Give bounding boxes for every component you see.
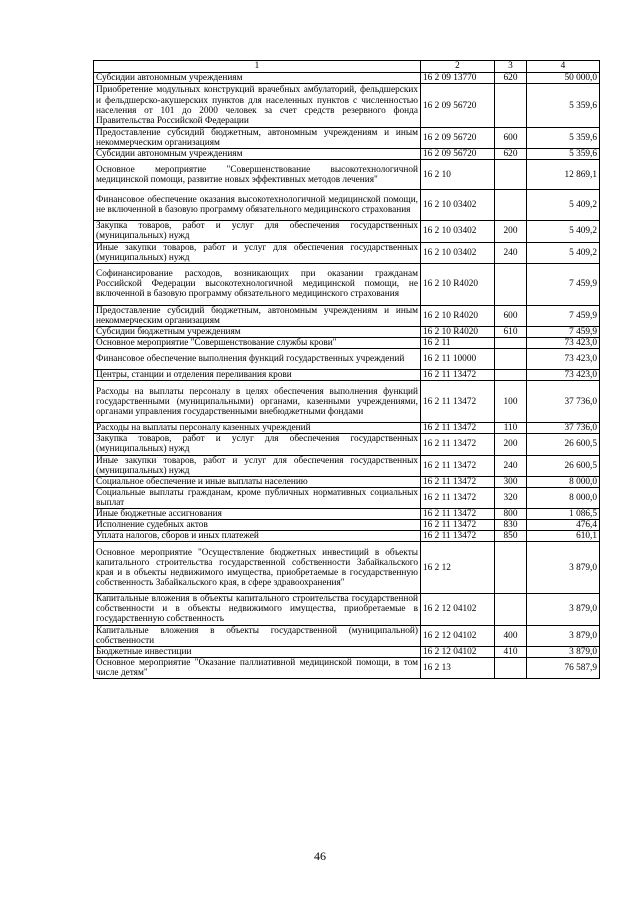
table-row	[94, 381, 600, 423]
row-code-cell: 16 2 13	[421, 657, 495, 678]
row-sum-cell: 1 086,5	[527, 508, 600, 519]
table-row	[94, 542, 600, 594]
row-name-cell: Расходы на выплаты персоналу в целях обеспечения выполнения функций государственными (муниципальными) органами, казенными учреждениями, органами управления государственными внебюджетными фондами	[94, 381, 421, 423]
table-row	[94, 455, 600, 476]
row-type-cell: 800	[495, 508, 527, 519]
table-row	[94, 160, 600, 190]
table-row	[94, 434, 600, 455]
row-type-cell	[495, 263, 527, 305]
table-row	[94, 73, 600, 84]
row-sum-cell: 610,1	[527, 531, 600, 542]
row-name-cell: Предоставление субсидий бюджетным, автономным учреждениям и иным некоммерческим организациям	[94, 305, 421, 326]
row-code-cell: 16 2 11	[421, 338, 495, 349]
row-type-cell: 320	[495, 487, 527, 508]
row-sum-cell: 76 587,9	[527, 657, 600, 678]
row-code-cell: 16 2 11 13472	[421, 434, 495, 455]
row-code-cell: 16 2 10 R4020	[421, 263, 495, 305]
row-code-cell: 16 2 10	[421, 160, 495, 190]
row-name-cell: Иные закупки товаров, работ и услуг для обеспечения государственных (муниципальных) нужд	[94, 242, 421, 263]
row-type-cell: 830	[495, 520, 527, 531]
row-name-cell: Субсидии автономным учреждениям	[94, 149, 421, 160]
row-code-cell: 16 2 10 03402	[421, 221, 495, 242]
row-sum-cell: 5 409,2	[527, 221, 600, 242]
row-type-cell	[495, 160, 527, 190]
row-code-cell: 16 2 10 R4020	[421, 326, 495, 337]
row-sum-cell: 8 000,0	[527, 487, 600, 508]
row-sum-cell: 50 000,0	[527, 73, 600, 84]
header-cell-4: 4	[527, 61, 600, 73]
row-name-cell: Иные бюджетные ассигнования	[94, 508, 421, 519]
row-type-cell: 110	[495, 423, 527, 434]
row-type-cell: 400	[495, 625, 527, 646]
row-code-cell: 16 2 11 13472	[421, 423, 495, 434]
table-row	[94, 84, 600, 128]
table-row	[94, 149, 600, 160]
row-type-cell: 620	[495, 149, 527, 160]
row-name-cell: Закупка товаров, работ и услуг для обеспечения государственных (муниципальных) нужд	[94, 434, 421, 455]
row-type-cell: 200	[495, 221, 527, 242]
row-sum-cell: 5 409,2	[527, 242, 600, 263]
table-row	[94, 625, 600, 646]
table-row	[94, 508, 600, 519]
row-name-cell: Капитальные вложения в объекты капитального строительства государственной собственности и в объекты недвижимого имущества, приобретаемые в государственную собственность	[94, 594, 421, 625]
table-body	[94, 73, 600, 679]
row-name-cell: Приобретение модульных конструкций врачебных амбулаторий, фельдшерских и фельдшерско-акушерских пунктов для населенных пунктов с численностью населения от 101 до 2000 человек за счет средств резервного фонда Правительства Российской Федерации	[94, 84, 421, 128]
row-sum-cell: 12 869,1	[527, 160, 600, 190]
budget-table	[93, 60, 600, 679]
row-sum-cell: 3 879,0	[527, 646, 600, 657]
row-sum-cell: 476,4	[527, 520, 600, 531]
row-sum-cell: 37 736,0	[527, 423, 600, 434]
header-cell-3: 3	[495, 61, 527, 73]
row-type-cell	[495, 370, 527, 381]
row-name-cell: Бюджетные инвестиции	[94, 646, 421, 657]
row-code-cell: 16 2 12 04102	[421, 625, 495, 646]
row-type-cell	[495, 594, 527, 625]
row-name-cell: Финансовое обеспечение оказания высокотехнологичной медицинской помощи, не включенной в базовую программу обязательного медицинского страхования	[94, 190, 421, 221]
row-code-cell: 16 2 11 10000	[421, 349, 495, 370]
row-code-cell: 16 2 10 03402	[421, 190, 495, 221]
row-sum-cell: 73 423,0	[527, 370, 600, 381]
row-name-cell: Уплата налогов, сборов и иных платежей	[94, 531, 421, 542]
row-code-cell: 16 2 11 13472	[421, 508, 495, 519]
table-row	[94, 476, 600, 487]
row-name-cell: Основное мероприятие "Совершенствование службы крови"	[94, 338, 421, 349]
table-row	[94, 190, 600, 221]
row-name-cell: Основное мероприятие "Совершенствование высокотехнологичной медицинской помощи, развитие новых эффективных методов лечения"	[94, 160, 421, 190]
row-sum-cell: 5 359,6	[527, 84, 600, 128]
row-type-cell: 200	[495, 434, 527, 455]
table-row	[94, 326, 600, 337]
row-code-cell: 16 2 11 13472	[421, 520, 495, 531]
row-type-cell: 610	[495, 326, 527, 337]
row-code-cell: 16 2 11 13472	[421, 370, 495, 381]
row-code-cell: 16 2 12 04102	[421, 594, 495, 625]
table-row	[94, 221, 600, 242]
header-cell-1: 1	[94, 61, 421, 73]
row-sum-cell: 73 423,0	[527, 349, 600, 370]
row-sum-cell: 8 000,0	[527, 476, 600, 487]
row-type-cell: 850	[495, 531, 527, 542]
row-type-cell	[495, 657, 527, 678]
row-name-cell: Софинансирование расходов, возникающих при оказании гражданам Российской Федерации высокотехнологичной медицинской помощи, не включенной в базовую программу обязательного медицинского страхования	[94, 263, 421, 305]
row-code-cell: 16 2 09 56720	[421, 149, 495, 160]
row-sum-cell: 7 459,9	[527, 305, 600, 326]
row-code-cell: 16 2 09 56720	[421, 84, 495, 128]
row-type-cell: 600	[495, 305, 527, 326]
row-name-cell: Социальные выплаты гражданам, кроме публичных нормативных социальных выплат	[94, 487, 421, 508]
row-name-cell: Расходы на выплаты персоналу казенных учреждений	[94, 423, 421, 434]
header-row	[94, 61, 600, 73]
row-code-cell: 16 2 11 13472	[421, 476, 495, 487]
row-name-cell: Исполнение судебных актов	[94, 520, 421, 531]
table-row	[94, 520, 600, 531]
row-type-cell	[495, 84, 527, 128]
row-type-cell: 620	[495, 73, 527, 84]
row-sum-cell: 5 409,2	[527, 190, 600, 221]
table-row	[94, 349, 600, 370]
row-code-cell: 16 2 09 13770	[421, 73, 495, 84]
table-row	[94, 305, 600, 326]
row-name-cell: Закупка товаров, работ и услуг для обеспечения государственных (муниципальных) нужд	[94, 221, 421, 242]
table-row	[94, 263, 600, 305]
row-code-cell: 16 2 12 04102	[421, 646, 495, 657]
table-row	[94, 646, 600, 657]
row-code-cell: 16 2 11 13472	[421, 487, 495, 508]
row-sum-cell: 3 879,0	[527, 594, 600, 625]
row-sum-cell: 3 879,0	[527, 625, 600, 646]
table-row	[94, 338, 600, 349]
row-type-cell: 240	[495, 455, 527, 476]
row-code-cell: 16 2 11 13472	[421, 381, 495, 423]
row-name-cell: Иные закупки товаров, работ и услуг для обеспечения государственных (муниципальных) нужд	[94, 455, 421, 476]
row-code-cell: 16 2 10 03402	[421, 242, 495, 263]
table-row	[94, 423, 600, 434]
row-sum-cell: 5 359,6	[527, 128, 600, 149]
row-type-cell: 300	[495, 476, 527, 487]
row-sum-cell: 7 459,9	[527, 263, 600, 305]
row-name-cell: Центры, станции и отделения переливания крови	[94, 370, 421, 381]
row-type-cell: 240	[495, 242, 527, 263]
row-name-cell: Социальное обеспечение и иные выплаты населению	[94, 476, 421, 487]
row-name-cell: Основное мероприятие "Оказание паллиативной медицинской помощи, в том числе детям"	[94, 657, 421, 678]
row-sum-cell: 3 879,0	[527, 542, 600, 594]
row-name-cell: Финансовое обеспечение выполнения функций государственных учреждений	[94, 349, 421, 370]
row-type-cell: 600	[495, 128, 527, 149]
row-name-cell: Предоставление субсидий бюджетным, автономным учреждениям и иным некоммерческим организациям	[94, 128, 421, 149]
table-row	[94, 128, 600, 149]
table-row	[94, 594, 600, 625]
table-row	[94, 657, 600, 678]
row-type-cell	[495, 349, 527, 370]
row-sum-cell: 73 423,0	[527, 338, 600, 349]
row-name-cell: Капитальные вложения в объекты государственной (муниципальной) собственности	[94, 625, 421, 646]
page-number: 46	[314, 849, 326, 863]
row-code-cell: 16 2 11 13472	[421, 531, 495, 542]
row-sum-cell: 5 359,6	[527, 149, 600, 160]
row-sum-cell: 26 600,5	[527, 434, 600, 455]
row-type-cell	[495, 338, 527, 349]
row-code-cell: 16 2 11 13472	[421, 455, 495, 476]
row-type-cell: 100	[495, 381, 527, 423]
row-code-cell: 16 2 12	[421, 542, 495, 594]
table-row	[94, 531, 600, 542]
row-type-cell	[495, 542, 527, 594]
row-sum-cell: 37 736,0	[527, 381, 600, 423]
row-name-cell: Основное мероприятие "Осуществление бюджетных инвестиций в объекты капитального строительства государственной собственности Забайкальского края и в объекты недвижимого имущества, приобретаемые в государственную собственность Забайкальского края, в сфере здравоохранения"	[94, 542, 421, 594]
header-cell-2: 2	[421, 61, 495, 73]
row-type-cell: 410	[495, 646, 527, 657]
row-code-cell: 16 2 09 56720	[421, 128, 495, 149]
table-row	[94, 242, 600, 263]
table-row	[94, 487, 600, 508]
table-row	[94, 370, 600, 381]
row-sum-cell: 26 600,5	[527, 455, 600, 476]
row-code-cell: 16 2 10 R4020	[421, 305, 495, 326]
row-name-cell: Субсидии автономным учреждениям	[94, 73, 421, 84]
row-type-cell	[495, 190, 527, 221]
row-sum-cell: 7 459,9	[527, 326, 600, 337]
row-name-cell: Субсидии бюджетным учреждениям	[94, 326, 421, 337]
